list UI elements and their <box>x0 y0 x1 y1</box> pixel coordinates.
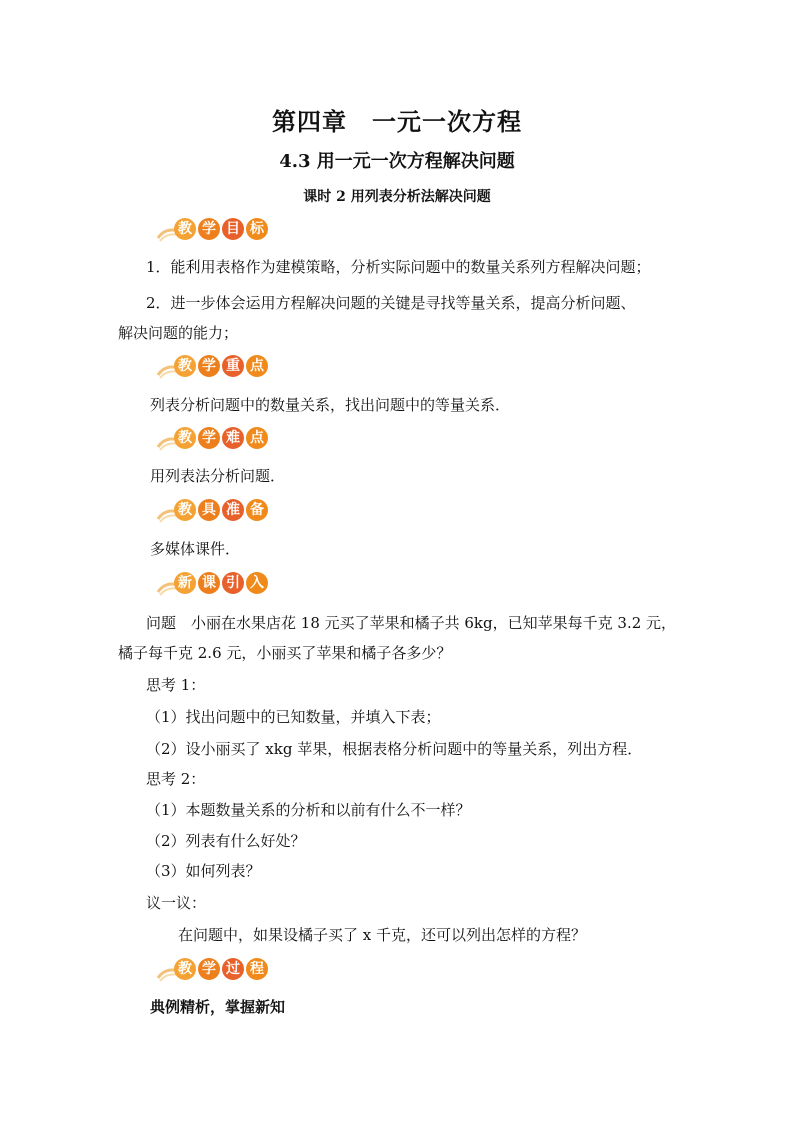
lesson-title: 课时 2 用列表分析法解决问题 <box>303 189 491 205</box>
badge-char: 点 <box>246 355 268 377</box>
badge-char: 学 <box>198 355 220 377</box>
badge-char: 具 <box>198 499 220 521</box>
badge-key-points <box>156 353 266 381</box>
materials-text: 多媒体课件． <box>150 540 241 558</box>
badge-char: 课 <box>198 572 220 594</box>
section-title: 4.3 用一元一次方程解决问题 <box>279 151 515 172</box>
key-points-text: 列表分析问题中的数量关系，找出问题中的等量关系． <box>150 396 511 414</box>
badge-char: 教 <box>174 427 196 449</box>
badge-char: 准 <box>222 499 244 521</box>
badge-teaching-goals <box>156 216 266 244</box>
goal-item-2-line1: 2．进一步体会运用方程解决问题的关键是寻找等量关系，提高分析问题、 <box>146 294 636 312</box>
badge-materials <box>156 497 266 525</box>
badge-char: 引 <box>222 572 244 594</box>
badge-char: 学 <box>198 958 220 980</box>
badge-char: 难 <box>222 427 244 449</box>
badge-char: 入 <box>246 572 268 594</box>
problem-line-1: 问题 小丽在水果店花 18 元买了苹果和橘子共 6kg，已知苹果每千克 3.2 元， <box>146 614 677 632</box>
badge-char: 教 <box>174 218 196 240</box>
badge-char: 教 <box>174 499 196 521</box>
badge-char: 学 <box>198 218 220 240</box>
badge-char: 备 <box>246 499 268 521</box>
chapter-title: 第四章 一元一次方程 <box>272 107 522 136</box>
badge-char: 点 <box>246 427 268 449</box>
think2-question-1: （1）本题数量关系的分析和以前有什么不一样？ <box>146 801 471 819</box>
think2-question-2: （2）列表有什么好处？ <box>146 832 306 850</box>
badge-intro <box>156 570 266 598</box>
badge-char: 学 <box>198 427 220 449</box>
badge-char: 新 <box>174 572 196 594</box>
badge-char: 重 <box>222 355 244 377</box>
badge-char: 教 <box>174 355 196 377</box>
difficulties-text: 用列表法分析问题． <box>150 467 286 485</box>
discuss-label: 议一议： <box>146 894 207 912</box>
badge-char: 教 <box>174 958 196 980</box>
badge-char: 过 <box>222 958 244 980</box>
goal-item-2-line2: 解决问题的能力； <box>118 324 239 342</box>
think2-label: 思考 2： <box>146 770 206 788</box>
badge-difficulties <box>156 425 266 453</box>
think1-label: 思考 1： <box>146 676 206 694</box>
discuss-text: 在问题中，如果设橘子买了 x 千克，还可以列出怎样的方程？ <box>178 926 586 944</box>
think1-question-2: （2）设小丽买了 xkg 苹果，根据表格分析问题中的等量关系，列出方程． <box>146 740 643 758</box>
badge-char: 程 <box>246 958 268 980</box>
badge-char: 标 <box>246 218 268 240</box>
badge-process <box>156 956 266 984</box>
badge-char: 目 <box>222 218 244 240</box>
think1-question-1: （1）找出问题中的已知数量，并填入下表； <box>146 708 441 726</box>
goal-item-1: 1．能利用表格作为建模策略，分析实际问题中的数量关系列方程解决问题； <box>146 258 651 276</box>
problem-line-2: 橘子每千克 2.6 元，小丽买了苹果和橘子各多少？ <box>118 644 452 662</box>
think2-question-3: （3）如何列表？ <box>146 862 261 880</box>
process-subheading: 典例精析，掌握新知 <box>150 998 286 1016</box>
